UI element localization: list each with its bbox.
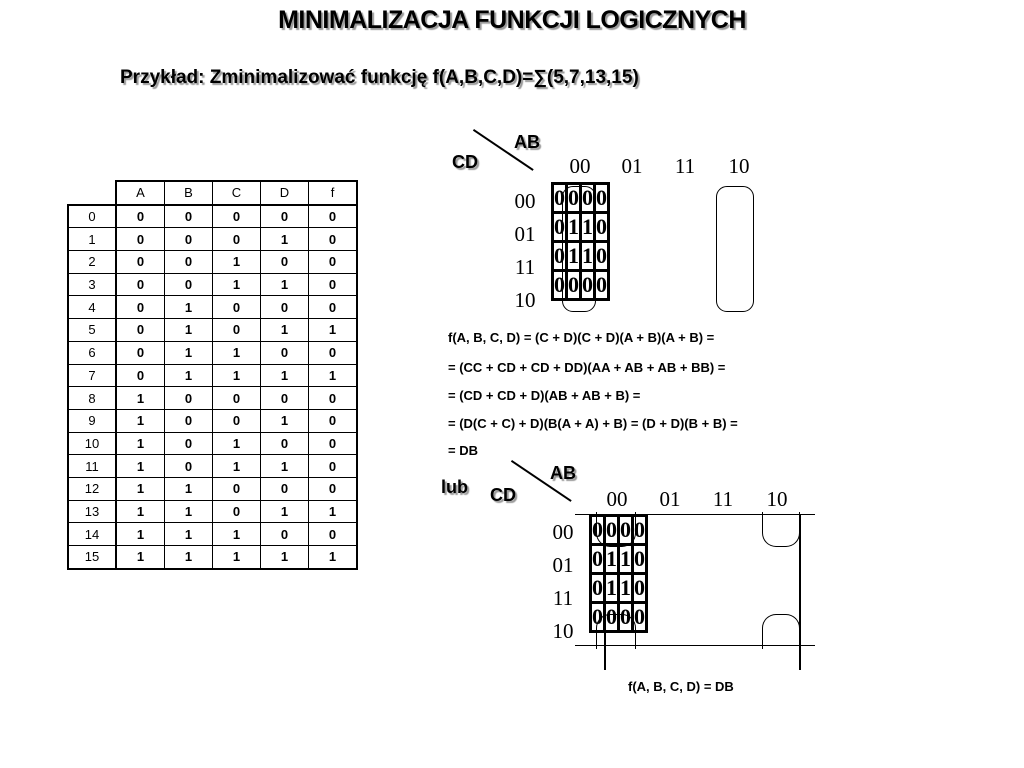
truth-table-value-cell: 1 bbox=[213, 432, 261, 455]
kmap2-cell: 0 bbox=[605, 516, 619, 545]
truth-table-value-cell: 1 bbox=[116, 546, 165, 569]
formula-line-5-text: = DB bbox=[448, 443, 478, 458]
kmap2-col-header: 01 bbox=[659, 487, 681, 511]
kmap2-row-header: 11 bbox=[552, 586, 574, 610]
kmap2-row-header: 10 bbox=[552, 619, 574, 643]
kmap1-group-loop-left bbox=[562, 186, 596, 312]
truth-table-value-cell: 0 bbox=[165, 205, 213, 228]
kmap2-cell: 0 bbox=[633, 574, 647, 603]
truth-table-value-cell: 0 bbox=[165, 387, 213, 410]
kmap2-group-loop-bottom-left bbox=[596, 614, 636, 649]
formula-line-4-text: = (D(C + C) + D)(B(A + A) + B) = (D + D)(B + B) = bbox=[448, 416, 738, 431]
truth-table-value-cell: 1 bbox=[165, 500, 213, 523]
truth-table-row bbox=[68, 500, 357, 523]
truth-table-index-cell: 12 bbox=[68, 477, 116, 500]
truth-table-value-cell: 1 bbox=[261, 409, 309, 432]
truth-table-value-cell: 0 bbox=[116, 319, 165, 342]
truth-table-value-cell: 1 bbox=[116, 387, 165, 410]
kmap1-cell: 1 bbox=[567, 242, 581, 271]
kmap1-col-header: 00 bbox=[569, 154, 591, 178]
truth-table-row bbox=[68, 319, 357, 342]
kmap1-cell: 0 bbox=[553, 271, 567, 300]
truth-table-value-cell: 0 bbox=[309, 387, 358, 410]
truth-table-row bbox=[68, 546, 357, 569]
truth-table-index-cell: 11 bbox=[68, 455, 116, 478]
truth-table-value-cell: 1 bbox=[261, 273, 309, 296]
kmap1-cell: 0 bbox=[567, 271, 581, 300]
truth-table-value-cell: 1 bbox=[213, 523, 261, 546]
truth-table-value-cell: 0 bbox=[261, 387, 309, 410]
kmap2-cell: 0 bbox=[633, 603, 647, 632]
header-c: C bbox=[213, 181, 261, 205]
kmap1-row-header: 00 bbox=[514, 189, 536, 213]
truth-table-body bbox=[68, 205, 357, 569]
kmap1-ab-label: AB bbox=[514, 132, 540, 152]
truth-table-value-cell: 1 bbox=[116, 409, 165, 432]
truth-table-value-cell: 1 bbox=[165, 319, 213, 342]
truth-table-value-cell: 1 bbox=[165, 296, 213, 319]
kmap1-col-header: 10 bbox=[728, 154, 750, 178]
truth-table-value-cell: 0 bbox=[213, 387, 261, 410]
kmap1-row-header: 01 bbox=[514, 222, 536, 246]
truth-table-value-cell: 0 bbox=[309, 341, 358, 364]
truth-table-value-cell: 1 bbox=[261, 500, 309, 523]
truth-table-row bbox=[68, 387, 357, 410]
truth-table-value-cell: 1 bbox=[165, 477, 213, 500]
kmap1-cell: 0 bbox=[581, 184, 595, 213]
truth-table-index-cell: 7 bbox=[68, 364, 116, 387]
truth-table-value-cell: 1 bbox=[213, 455, 261, 478]
truth-table-value-cell: 0 bbox=[165, 432, 213, 455]
formula-line-2 bbox=[448, 360, 725, 375]
kmap2-cell: 0 bbox=[633, 516, 647, 545]
truth-table-value-cell: 1 bbox=[213, 273, 261, 296]
truth-table-value-cell: 0 bbox=[309, 477, 358, 500]
truth-table-value-cell: 0 bbox=[165, 409, 213, 432]
kmap2-row-header: 01 bbox=[552, 553, 574, 577]
truth-table-value-cell: 1 bbox=[165, 341, 213, 364]
kmap2-col-header: 10 bbox=[766, 487, 788, 511]
truth-table-value-cell: 1 bbox=[165, 364, 213, 387]
kmap2-cell: 0 bbox=[633, 545, 647, 574]
truth-table-value-cell: 1 bbox=[116, 523, 165, 546]
truth-table-value-cell: 0 bbox=[261, 523, 309, 546]
header-b: B bbox=[165, 181, 213, 205]
kmap1-cell: 0 bbox=[595, 184, 609, 213]
truth-table-value-cell: 0 bbox=[309, 228, 358, 251]
kmap2-group-loop-top-right bbox=[762, 512, 800, 547]
truth-table-row bbox=[68, 205, 357, 228]
truth-table-value-cell: 1 bbox=[116, 432, 165, 455]
kmap2-cell: 1 bbox=[619, 574, 633, 603]
truth-table-header-row bbox=[68, 181, 357, 205]
formula-line-2-text: = (CC + CD + CD + DD)(AA + AB + AB + BB) = bbox=[448, 360, 726, 375]
truth-table-value-cell: 1 bbox=[261, 364, 309, 387]
truth-table-index-cell: 10 bbox=[68, 432, 116, 455]
kmap2-cell: 0 bbox=[591, 603, 605, 632]
truth-table-value-cell: 1 bbox=[309, 319, 358, 342]
truth-table-index-cell: 15 bbox=[68, 546, 116, 569]
truth-table-value-cell: 0 bbox=[213, 296, 261, 319]
truth-table-index-cell: 5 bbox=[68, 319, 116, 342]
truth-table-index-cell: 8 bbox=[68, 387, 116, 410]
truth-table-value-cell: 0 bbox=[261, 341, 309, 364]
kmap1-group-loop-right bbox=[716, 186, 754, 312]
kmap2-cell: 0 bbox=[591, 574, 605, 603]
truth-table-value-cell: 0 bbox=[116, 296, 165, 319]
truth-table-row bbox=[68, 228, 357, 251]
truth-table-value-cell: 0 bbox=[116, 364, 165, 387]
truth-table-value-cell: 0 bbox=[309, 205, 358, 228]
kmap1-col-header: 11 bbox=[674, 154, 696, 178]
slide-subtitle: Przykład: Zminimalizować funkcję f(A,B,C,D)=∑(5,7,13,15) bbox=[120, 67, 639, 88]
truth-table-value-cell: 0 bbox=[213, 205, 261, 228]
truth-table-value-cell: 1 bbox=[213, 251, 261, 274]
kmap2-cell: 1 bbox=[619, 545, 633, 574]
kmap1-cell: 1 bbox=[581, 242, 595, 271]
truth-table-value-cell: 1 bbox=[261, 319, 309, 342]
truth-table-index-cell: 0 bbox=[68, 205, 116, 228]
truth-table-index-cell: 14 bbox=[68, 523, 116, 546]
truth-table-row bbox=[68, 341, 357, 364]
truth-table-index-cell: 2 bbox=[68, 251, 116, 274]
truth-table-value-cell: 0 bbox=[116, 205, 165, 228]
truth-table-index-cell: 9 bbox=[68, 409, 116, 432]
truth-table-value-cell: 0 bbox=[213, 228, 261, 251]
kmap1-row-header: 10 bbox=[514, 288, 536, 312]
kmap2-cell: 0 bbox=[591, 545, 605, 574]
truth-table-value-cell: 0 bbox=[116, 273, 165, 296]
formula-line-5 bbox=[448, 443, 478, 458]
header-f: f bbox=[309, 181, 358, 205]
truth-table-value-cell: 1 bbox=[309, 364, 358, 387]
truth-table-value-cell: 0 bbox=[261, 251, 309, 274]
kmap2-cell: 0 bbox=[591, 516, 605, 545]
kmap1-cell: 0 bbox=[581, 271, 595, 300]
truth-table-value-cell: 0 bbox=[213, 319, 261, 342]
truth-table-value-cell: 1 bbox=[165, 546, 213, 569]
truth-table-index-cell: 3 bbox=[68, 273, 116, 296]
truth-table-value-cell: 0 bbox=[309, 455, 358, 478]
kmap2-row-header: 00 bbox=[552, 520, 574, 544]
truth-table-value-cell: 1 bbox=[213, 341, 261, 364]
final-formula: f(A, B, C, D) = DB bbox=[628, 679, 734, 694]
kmap2-cell: 0 bbox=[619, 516, 633, 545]
truth-table-value-cell: 0 bbox=[165, 228, 213, 251]
header-a: A bbox=[116, 181, 165, 205]
kmap1-cd-label: CD bbox=[452, 152, 478, 172]
truth-table-value-cell: 0 bbox=[116, 228, 165, 251]
truth-table-value-cell: 0 bbox=[309, 273, 358, 296]
lub-label: lub bbox=[441, 477, 468, 497]
truth-table-value-cell: 0 bbox=[309, 523, 358, 546]
truth-table-value-cell: 1 bbox=[261, 228, 309, 251]
truth-table-value-cell: 0 bbox=[116, 251, 165, 274]
kmap1-cell: 0 bbox=[595, 271, 609, 300]
truth-table-value-cell: 1 bbox=[116, 455, 165, 478]
truth-table-value-cell: 0 bbox=[309, 251, 358, 274]
truth-table-row bbox=[68, 523, 357, 546]
formula-line-3 bbox=[448, 388, 640, 403]
formula-line-1 bbox=[448, 330, 714, 345]
kmap1-row-header: 11 bbox=[514, 255, 536, 279]
kmap1-col-header: 01 bbox=[621, 154, 643, 178]
truth-table-value-cell: 0 bbox=[213, 477, 261, 500]
truth-table-value-cell: 1 bbox=[213, 546, 261, 569]
truth-table-row bbox=[68, 296, 357, 319]
kmap1-cell: 0 bbox=[567, 184, 581, 213]
kmap1-cell: 0 bbox=[553, 213, 567, 242]
truth-table-row bbox=[68, 409, 357, 432]
truth-table-value-cell: 0 bbox=[261, 432, 309, 455]
formula-line-1-text: f(A, B, C, D) = (C + D)(C + D)(A + B)(A + B) = bbox=[448, 330, 715, 345]
truth-table-value-cell: 1 bbox=[309, 546, 358, 569]
kmap2-cell: 0 bbox=[605, 603, 619, 632]
kmap1-cell: 0 bbox=[595, 213, 609, 242]
header-d: D bbox=[261, 181, 309, 205]
kmap2-group-loop-top-left bbox=[596, 512, 636, 547]
truth-table-index-cell: 1 bbox=[68, 228, 116, 251]
truth-table-value-cell: 0 bbox=[309, 296, 358, 319]
truth-table-row bbox=[68, 455, 357, 478]
truth-table-value-cell: 0 bbox=[165, 251, 213, 274]
formula-line-4 bbox=[448, 416, 738, 431]
truth-table-value-cell: 0 bbox=[213, 500, 261, 523]
truth-table-value-cell: 0 bbox=[261, 296, 309, 319]
kmap2-cd-label: CD bbox=[490, 485, 516, 505]
formula-line-3-text: = (CD + CD + D)(AB + AB + B) = bbox=[448, 388, 641, 403]
truth-table-corner bbox=[68, 181, 116, 205]
truth-table-value-cell: 1 bbox=[165, 523, 213, 546]
truth-table-value-cell: 1 bbox=[116, 500, 165, 523]
truth-table-row bbox=[68, 432, 357, 455]
truth-table-value-cell: 1 bbox=[116, 477, 165, 500]
truth-table-value-cell: 1 bbox=[309, 500, 358, 523]
truth-table-value-cell: 0 bbox=[261, 477, 309, 500]
kmap2-col-header: 00 bbox=[606, 487, 628, 511]
truth-table-value-cell: 0 bbox=[309, 432, 358, 455]
truth-table-value-cell: 0 bbox=[165, 455, 213, 478]
truth-table-index-cell: 4 bbox=[68, 296, 116, 319]
kmap2-cell: 0 bbox=[619, 603, 633, 632]
truth-table-value-cell: 0 bbox=[213, 409, 261, 432]
slide-title: MINIMALIZACJA FUNKCJI LOGICZNYCH bbox=[278, 6, 746, 34]
truth-table-row bbox=[68, 273, 357, 296]
truth-table-index-cell: 6 bbox=[68, 341, 116, 364]
truth-table-value-cell: 0 bbox=[309, 409, 358, 432]
kmap2-group-loop-bottom-right bbox=[762, 614, 800, 649]
kmap1-cell: 0 bbox=[553, 184, 567, 213]
truth-table-row bbox=[68, 364, 357, 387]
truth-table bbox=[67, 180, 358, 570]
kmap2-col-header: 11 bbox=[712, 487, 734, 511]
truth-table-value-cell: 0 bbox=[116, 341, 165, 364]
kmap1-cell: 1 bbox=[581, 213, 595, 242]
kmap2-ab-label: AB bbox=[550, 463, 576, 483]
truth-table-index-cell: 13 bbox=[68, 500, 116, 523]
truth-table-value-cell: 0 bbox=[261, 205, 309, 228]
kmap2-cell: 1 bbox=[605, 574, 619, 603]
kmap1-cell: 0 bbox=[595, 242, 609, 271]
kmap1-cell: 0 bbox=[553, 242, 567, 271]
kmap2-cell: 1 bbox=[605, 545, 619, 574]
truth-table-value-cell: 1 bbox=[261, 546, 309, 569]
truth-table-row bbox=[68, 477, 357, 500]
kmap1-cell: 1 bbox=[567, 213, 581, 242]
truth-table-value-cell: 1 bbox=[261, 455, 309, 478]
truth-table-row bbox=[68, 251, 357, 274]
truth-table-value-cell: 0 bbox=[165, 273, 213, 296]
truth-table-value-cell: 1 bbox=[213, 364, 261, 387]
